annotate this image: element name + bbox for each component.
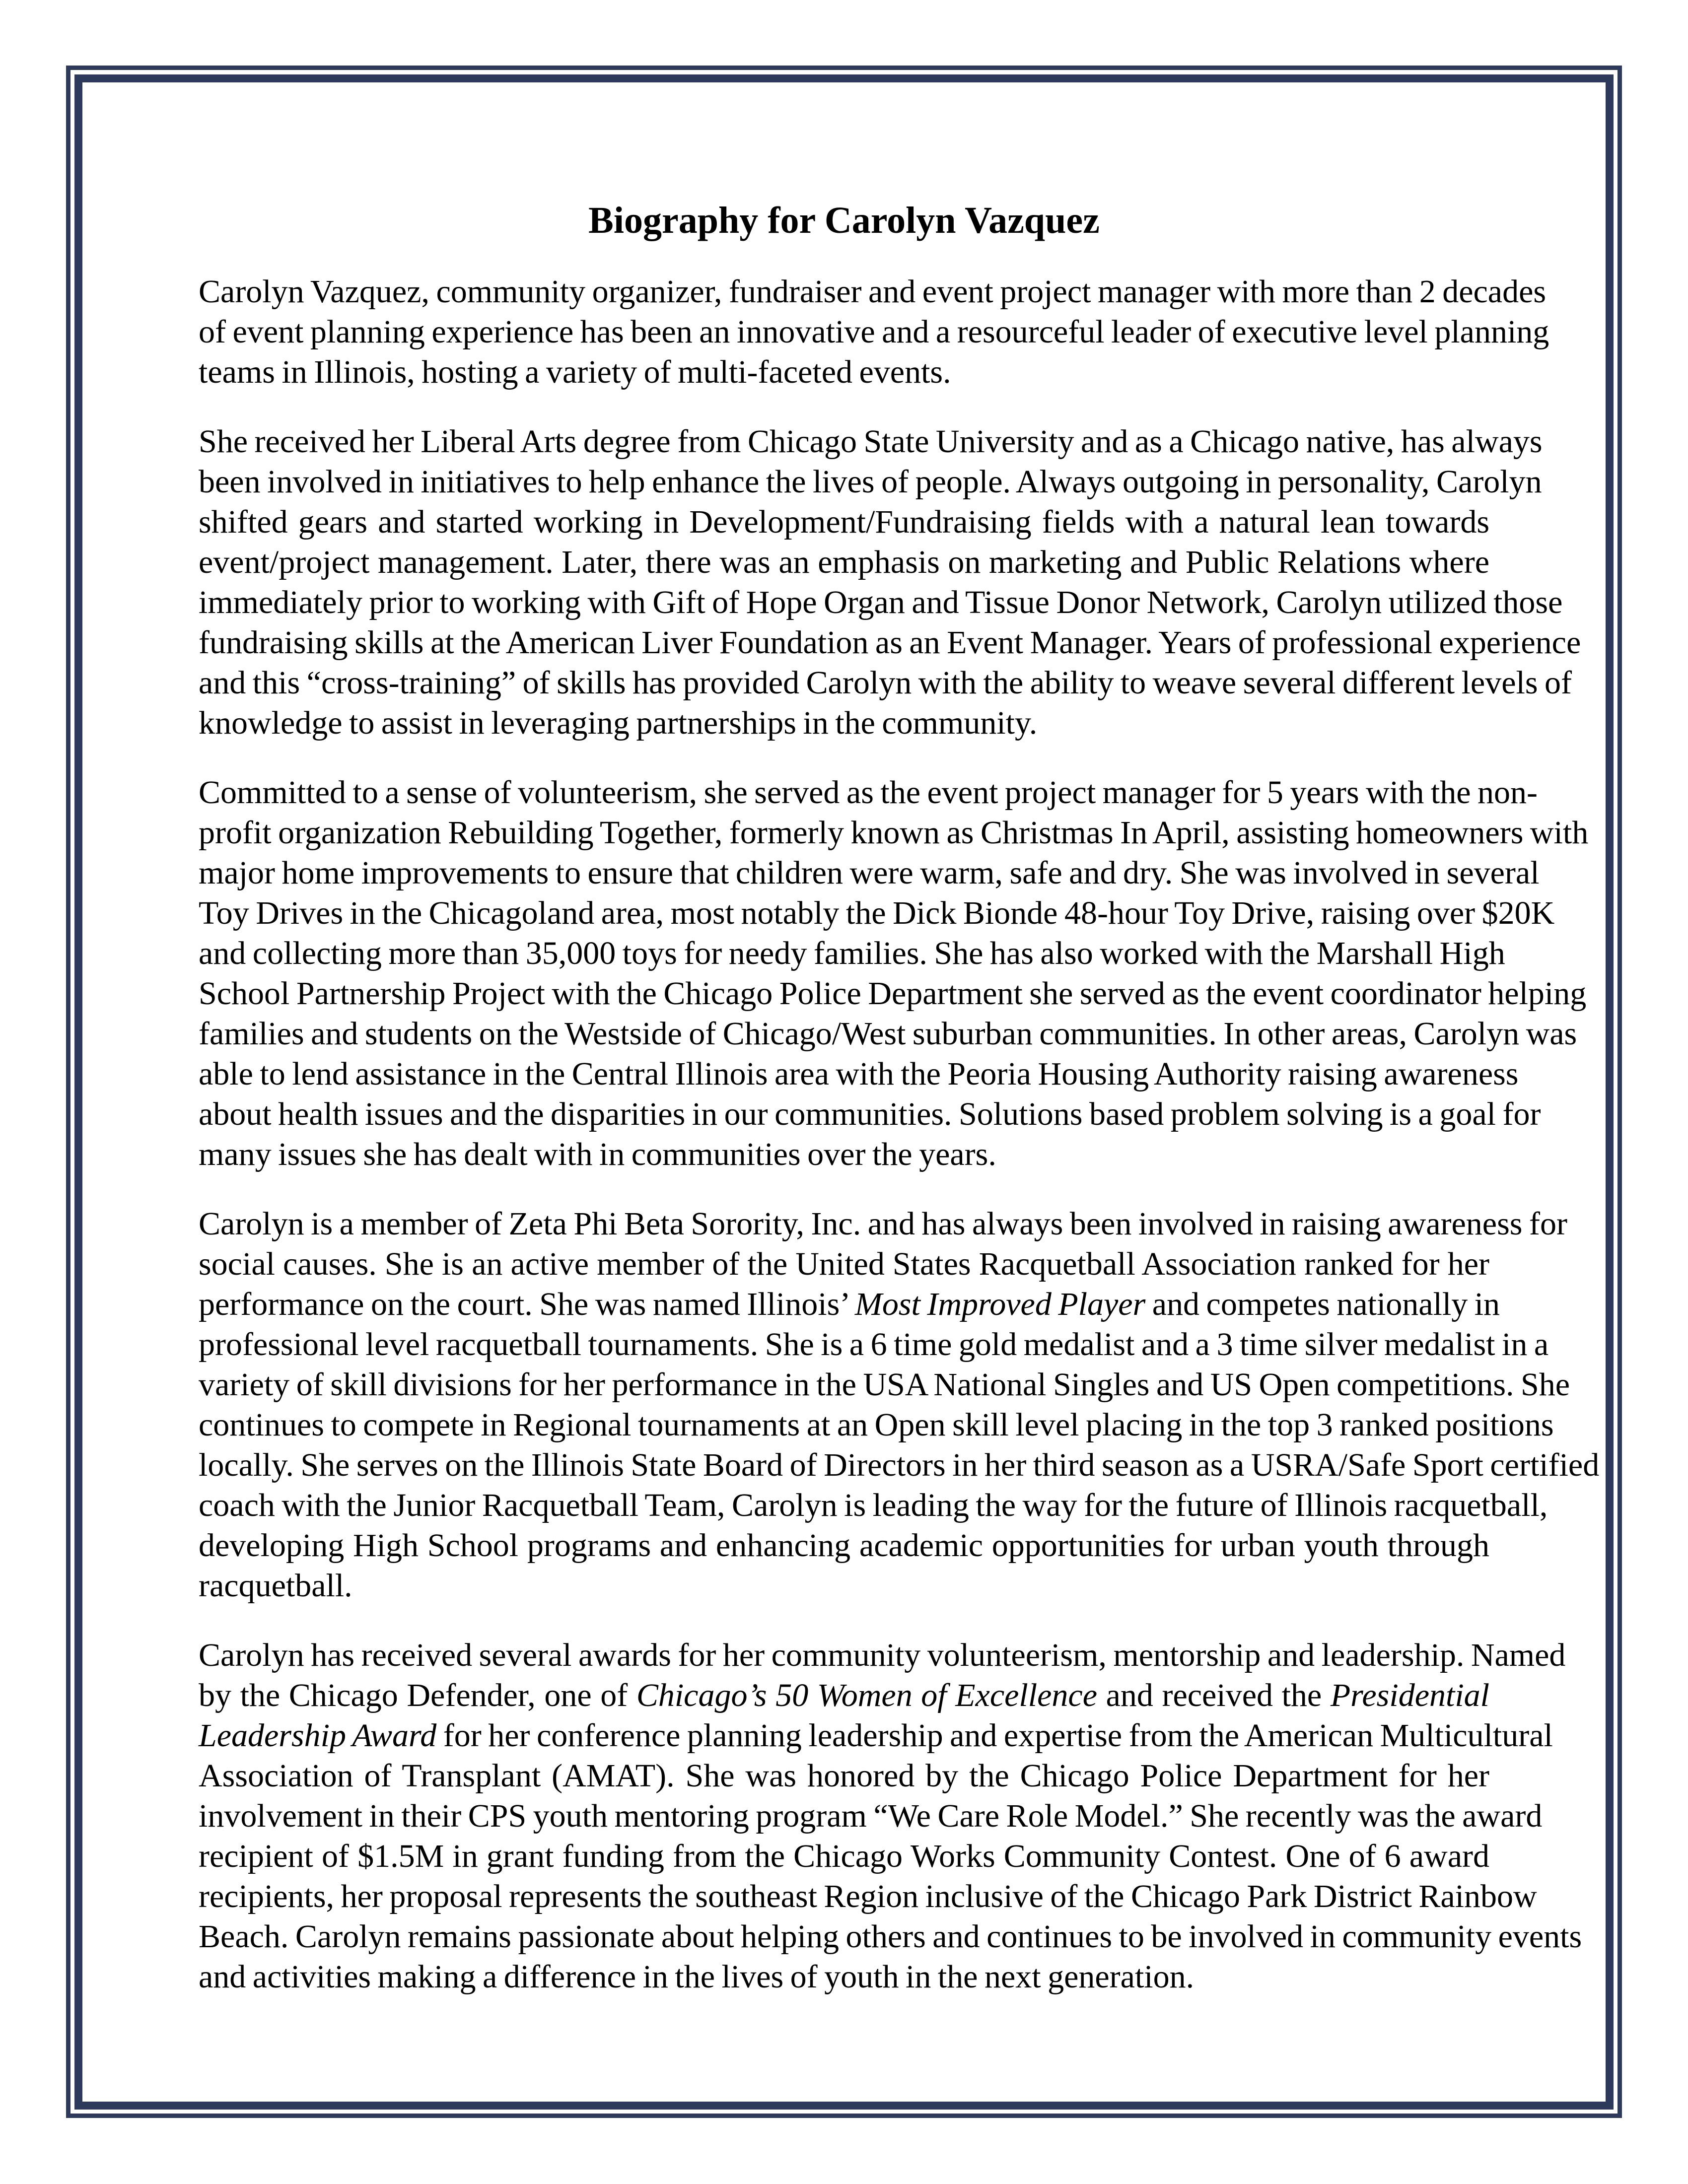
text-segment: immediately prior to working with Gift of Hope Organ and Tissue Donor Network, Carolyn utilized those bbox=[199, 584, 1563, 620]
paragraph-line bbox=[199, 272, 1547, 312]
text-segment: variety of skill divisions for her performance in the USA National Singles and US Open competitions. She bbox=[199, 1366, 1570, 1403]
text-segment: professional level racquetball tournaments. She is a 6 time gold medalist and a 3 time silver medalist in a bbox=[199, 1326, 1549, 1363]
text-segment: Carolyn Vazquez, community organizer, fundraiser and event project manager with more than 2 decades bbox=[199, 273, 1547, 310]
paragraph-line bbox=[199, 1054, 1519, 1094]
text-segment: School Partnership Project with the Chicago Police Department she served as the event coordinator helping bbox=[199, 975, 1587, 1012]
text-segment: recipients, her proposal represents the southeast Region inclusive of the Chicago Park District Rainbow bbox=[199, 1878, 1537, 1914]
paragraph bbox=[199, 1635, 1582, 1997]
text-segment: event/project management. Later, there was an emphasis on marketing and Public Relations where bbox=[199, 544, 1489, 580]
paragraph-line bbox=[199, 312, 1549, 352]
text-segment: and received the bbox=[1097, 1677, 1331, 1713]
text-segment: She received her Liberal Arts degree from Chicago State University and as a Chicago native, has always bbox=[199, 423, 1543, 460]
paragraphs-container bbox=[199, 272, 1600, 1997]
italic-text-segment: Most Improved Player bbox=[854, 1286, 1146, 1322]
paragraph-line bbox=[199, 1796, 1543, 1836]
text-segment: Beach. Carolyn remains passionate about helping others and continues to be involved in community events bbox=[199, 1918, 1582, 1955]
text-segment: and activities making a difference in the lives of youth in the next generation. bbox=[199, 1959, 1195, 1995]
text-segment: Committed to a sense of volunteerism, she served as the event project manager for 5 years with the non- bbox=[199, 774, 1538, 811]
paragraph-line bbox=[199, 1284, 1500, 1324]
paragraph-line bbox=[199, 853, 1540, 893]
text-segment: recipient of $1.5M in grant funding from the Chicago Works Community Contest. One of 6 award bbox=[199, 1838, 1489, 1874]
text-segment: of event planning experience has been an innovative and a resourceful leader of executive level planning bbox=[199, 314, 1549, 350]
paragraph-line bbox=[199, 933, 1505, 973]
text-segment: Carolyn has received several awards for her community volunteerism, mentorship and leadership. Named bbox=[199, 1637, 1566, 1673]
paragraph-line bbox=[199, 1445, 1600, 1485]
text-segment: fundraising skills at the American Liver Foundation as an Event Manager. Years of professional experience bbox=[199, 624, 1581, 661]
text-segment: locally. She serves on the Illinois State Board of Directors in her third season as a USRA/Safe Sport certified bbox=[199, 1447, 1600, 1483]
text-segment: able to lend assistance in the Central Illinois area with the Peoria Housing Authority raising awareness bbox=[199, 1056, 1519, 1092]
text-segment: continues to compete in Regional tournaments at an Open skill level placing in the top 3 ranked positions bbox=[199, 1407, 1554, 1443]
text-segment: Toy Drives in the Chicagoland area, most notably the Dick Bionde 48-hour Toy Drive, raising over $20K bbox=[199, 895, 1555, 931]
text-segment: about health issues and the disparities in our communities. Solutions based problem solving is a goal for bbox=[199, 1096, 1541, 1132]
paragraph-line bbox=[199, 772, 1538, 813]
text-segment: racquetball. bbox=[199, 1568, 352, 1604]
paragraph-line bbox=[199, 1094, 1541, 1134]
text-segment: coach with the Junior Racquetball Team, Carolyn is leading the way for the future of Illinois racquetball, bbox=[199, 1487, 1548, 1523]
document-body bbox=[199, 0, 1600, 2026]
paragraph-line bbox=[199, 1916, 1582, 1957]
paragraph-line bbox=[199, 1525, 1489, 1566]
text-segment: and this “cross-training” of skills has provided Carolyn with the ability to weave several different levels of bbox=[199, 665, 1572, 701]
text-segment: for her conference planning leadership and expertise from the American Multicultural bbox=[436, 1717, 1553, 1754]
paragraph bbox=[199, 272, 1549, 392]
paragraph-line bbox=[199, 462, 1542, 502]
paragraph bbox=[199, 421, 1581, 743]
italic-text-segment: Presidential bbox=[1330, 1677, 1489, 1713]
paragraph-line bbox=[199, 1365, 1570, 1405]
text-segment: and competes nationally in bbox=[1145, 1286, 1500, 1322]
text-segment: Carolyn is a member of Zeta Phi Beta Sorority, Inc. and has always been involved in raising awareness for bbox=[199, 1206, 1567, 1242]
paragraph-line bbox=[199, 893, 1555, 933]
paragraph-line bbox=[199, 1405, 1554, 1445]
paragraph-line bbox=[199, 352, 1489, 392]
paragraph-line bbox=[199, 973, 1587, 1014]
paragraph-line bbox=[199, 1957, 1489, 1997]
paragraph-line bbox=[199, 421, 1543, 462]
paragraph-line bbox=[199, 542, 1489, 582]
italic-text-segment: Chicago’s 50 Women of Excellence bbox=[636, 1677, 1097, 1713]
text-segment: been involved in initiatives to help enhance the lives of people. Always outgoing in personality, Carolyn bbox=[199, 464, 1542, 500]
text-segment: teams in Illinois, hosting a variety of multi-faceted events. bbox=[199, 354, 951, 390]
paragraph-line bbox=[199, 1244, 1489, 1284]
text-segment: by the Chicago Defender, one of bbox=[199, 1677, 636, 1713]
text-segment: knowledge to assist in leveraging partnerships in the community. bbox=[199, 705, 1038, 741]
text-segment: major home improvements to ensure that children were warm, safe and dry. She was involved in several bbox=[199, 855, 1540, 891]
paragraph bbox=[199, 1204, 1600, 1606]
text-segment: shifted gears and started working in Development/Fundraising fields with a natural lean towards bbox=[199, 504, 1489, 540]
text-segment: profit organization Rebuilding Together, formerly known as Christmas In April, assisting homeowners with bbox=[199, 815, 1589, 851]
paragraph-line bbox=[199, 1134, 1489, 1174]
text-segment: performance on the court. She was named Illinois’ bbox=[199, 1286, 855, 1322]
text-segment: involvement in their CPS youth mentoring program “We Care Role Model.” She recently was the award bbox=[199, 1798, 1543, 1834]
paragraph-line bbox=[199, 1635, 1566, 1675]
paragraph-line bbox=[199, 1204, 1567, 1244]
paragraph-line bbox=[199, 622, 1581, 663]
paragraph-line bbox=[199, 1324, 1549, 1365]
italic-text-segment: Leadership Award bbox=[199, 1717, 437, 1754]
text-segment: many issues she has dealt with in communities over the years. bbox=[199, 1136, 996, 1172]
paragraph-line bbox=[199, 582, 1563, 622]
paragraph-line bbox=[199, 1876, 1537, 1916]
paragraph-line bbox=[199, 502, 1489, 542]
text-segment: social causes. She is an active member of the United States Racquetball Association ranked for her bbox=[199, 1246, 1489, 1282]
text-segment: Association of Transplant (AMAT). She was honored by the Chicago Police Department for her bbox=[199, 1758, 1489, 1794]
paragraph-line bbox=[199, 1014, 1577, 1054]
paragraph-line bbox=[199, 1715, 1553, 1756]
text-segment: developing High School programs and enhancing academic opportunities for urban youth through bbox=[199, 1527, 1489, 1564]
paragraph-line bbox=[199, 813, 1589, 853]
paragraph-line bbox=[199, 1836, 1489, 1876]
document-title: Biography for Carolyn Vazquez bbox=[588, 200, 1100, 241]
paragraph-line bbox=[199, 703, 1489, 743]
paragraph-line bbox=[199, 1675, 1489, 1715]
text-segment: families and students on the Westside of Chicago/West suburban communities. In other areas, Carolyn was bbox=[199, 1016, 1577, 1052]
paragraph-line bbox=[199, 1756, 1489, 1796]
text-segment: and collecting more than 35,000 toys for needy families. She has also worked with the Marshall High bbox=[199, 935, 1505, 971]
paragraph-line bbox=[199, 663, 1572, 703]
paragraph bbox=[199, 772, 1589, 1174]
paragraph-line bbox=[199, 1566, 1489, 1606]
paragraph-line bbox=[199, 1485, 1548, 1525]
